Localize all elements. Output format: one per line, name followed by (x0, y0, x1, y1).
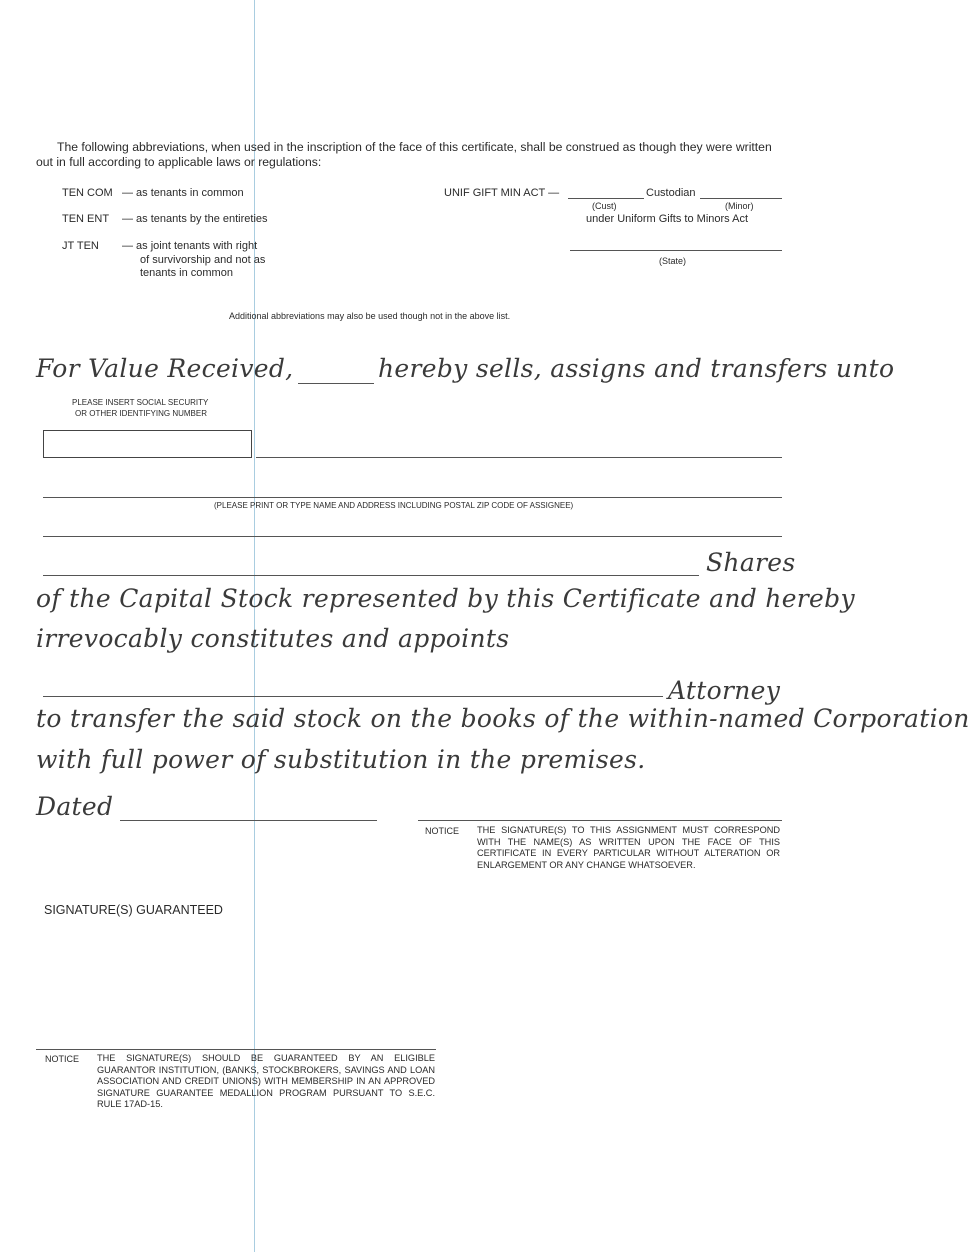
abbr-code-ten-com: TEN COM (62, 187, 113, 199)
assignee-line-2[interactable] (43, 497, 782, 498)
attorney-word: Attorney (668, 676, 781, 705)
attorney-line[interactable] (43, 696, 663, 697)
abbr-meaning-jt-ten-3: tenants in common (140, 267, 233, 279)
ssn-input-box[interactable] (43, 430, 252, 458)
abbr-meaning-jt-ten: — as joint tenants with right (122, 240, 258, 252)
capital-stock-text: of the Capital Stock represented by this Certificate and hereby (36, 584, 855, 613)
notice-text-1: THE SIGNATURE(S) TO THIS ASSIGNMENT MUST CORRESPOND WITH THE NAME(S) AS WRITTEN UPON THE FACE OF THIS CERTIFICATE IN EVERY PARTICULAR WITHOUT ALTERATION OR ENLARGEMENT OR ANY CHANGE WHATSOEVER. (477, 825, 780, 870)
shares-line[interactable] (43, 575, 699, 576)
notice-label-2: NOTICE (45, 1054, 80, 1064)
dated-label: Dated (36, 792, 114, 821)
abbr-meaning-ten-com: — as tenants in common (122, 187, 244, 199)
full-power-text: with full power of substitution in the premises. (36, 745, 646, 774)
assignee-line-3[interactable] (43, 536, 782, 537)
irrevocably-text: irrevocably constitutes and appoints (36, 624, 510, 653)
uniform-gifts-label: under Uniform Gifts to Minors Act (586, 213, 748, 225)
unif-gift-label: UNIF GIFT MIN ACT — (444, 187, 560, 199)
state-label: (State) (659, 256, 687, 266)
for-value-received: For Value Received, (36, 354, 294, 383)
guarantee-signature-line[interactable] (36, 1049, 436, 1050)
assignee-line-1[interactable] (256, 457, 782, 458)
abbr-meaning-ten-ent: — as tenants by the entireties (122, 213, 268, 225)
signature-line[interactable] (418, 820, 782, 821)
additional-abbreviations-note: Additional abbreviations may also be used though not in the above list. (229, 311, 511, 321)
abbr-code-jt-ten: JT TEN (62, 240, 99, 252)
notice-label-1: NOTICE (425, 826, 460, 836)
shares-word: Shares (706, 548, 796, 577)
print-name-note: (PLEASE PRINT OR TYPE NAME AND ADDRESS INCLUDING POSTAL ZIP CODE OF ASSIGNEE) (214, 501, 574, 510)
abbr-code-ten-ent: TEN ENT (62, 213, 110, 225)
to-transfer-text: to transfer the said stock on the books of the within-named Corporation (36, 704, 970, 733)
notice-text-2: THE SIGNATURE(S) SHOULD BE GUARANTEED BY AN ELIGIBLE GUARANTOR INSTITUTION, (BANKS, STOCKBROKERS, SAVINGS AND LOAN ASSOCIATION AND CREDIT UNIONS) WITH MEMBERSHIP IN AN APPROVED SIGNATURE GUARANTEE MEDALLION PROGRAM PURSUANT TO S.E.C. RULE 17AD-15. (97, 1053, 435, 1109)
minor-label: (Minor) (725, 201, 754, 211)
ssn-label-line2: OR OTHER IDENTIFYING NUMBER (75, 409, 208, 418)
ssn-label-line1: PLEASE INSERT SOCIAL SECURITY (72, 398, 209, 407)
custodian-label: Custodian (646, 187, 696, 199)
sells-assigns-transfers: hereby sells, assigns and transfers unto (378, 354, 895, 383)
intro-paragraph: The following abbreviations, when used in the inscription of the face of this certificate, shall be construed as though they were written out in full according to applicable laws or regulations: (36, 140, 772, 169)
cust-label: (Cust) (592, 201, 617, 211)
signature-guaranteed-label: SIGNATURE(S) GUARANTEED (44, 903, 223, 917)
dated-line[interactable] (120, 820, 377, 821)
abbr-meaning-jt-ten-2: of survivorship and not as (140, 254, 266, 266)
